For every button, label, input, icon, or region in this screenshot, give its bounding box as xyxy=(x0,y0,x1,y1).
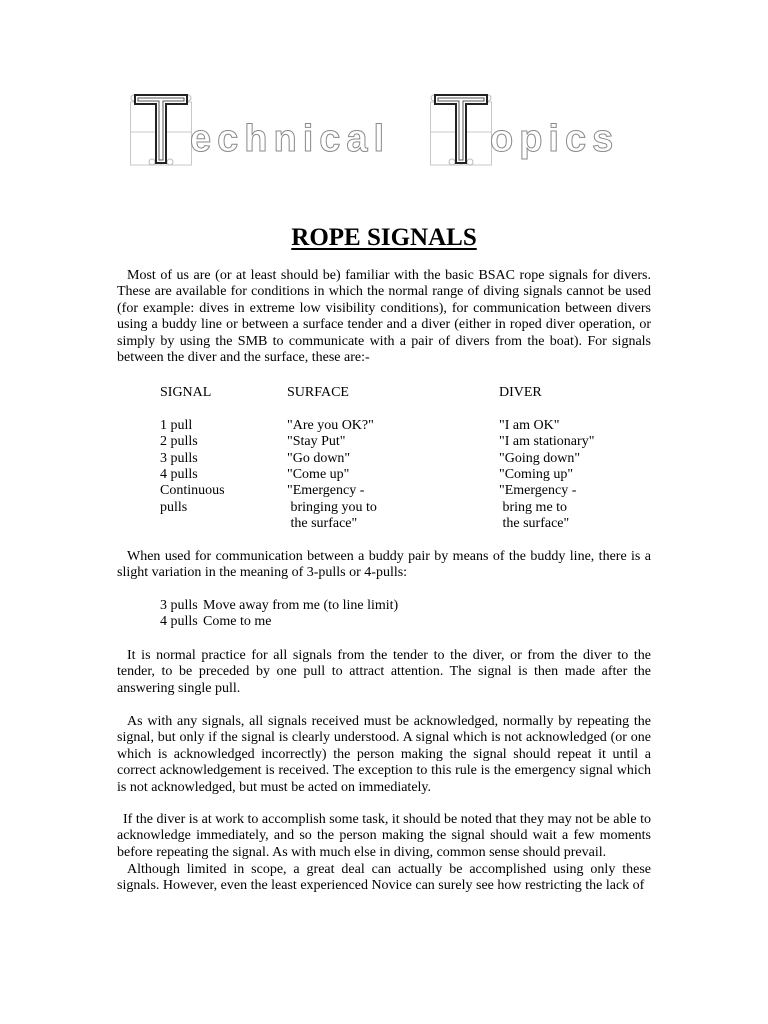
buddy-meaning: Move away from me (to line limit) xyxy=(203,598,399,613)
paragraph-intro: Most of us are (or at least should be) familiar with the basic BSAC rope signals for divers. These are available for conditions in which the normal range of diving signals cannot be used (for example: dives in extreme low visibility conditions), for communication between divers using a buddy line or between a surface tender and a diver (either in roped diver operation, or simply by using the SMB to communicate with a pair of divers from the boat). For signals between the diver and the surface, these are:- xyxy=(117,268,651,366)
signal-table-header xyxy=(160,385,630,401)
technical-topics-banner xyxy=(130,86,650,170)
decorative-t-glyph xyxy=(130,92,192,166)
table-row xyxy=(160,467,630,483)
cell-diver: "Coming up" xyxy=(499,466,574,482)
cell-signal: 3 pulls xyxy=(160,450,198,466)
paragraph-acknowledge: As with any signals, all signals received must be acknowledged, normally by repeating the signal, but only if the signal is clearly understood. A signal which is not acknowledged (or one which is acknowledged incorrectly) the person making the signal should repeat it until a correct acknowledgement is received. The exception to this rule is the emergency signal which is not acknowledged, but must be acted on immediately. xyxy=(117,714,651,795)
cell-diver: "Emergency - xyxy=(499,483,577,499)
header-diver: DIVER xyxy=(499,385,542,400)
cell-surface: "Emergency - xyxy=(287,483,365,499)
buddy-pulls: 4 pulls xyxy=(160,614,198,630)
cell-surface: the surface" xyxy=(287,516,358,532)
decorative-t-glyph xyxy=(430,92,492,166)
buddy-pulls: 3 pulls xyxy=(160,598,198,613)
paragraph-limited: Although limited in scope, a great deal can actually be accomplished using only these signals. However, even the least experienced Novice can surely see how restricting the lack of xyxy=(117,862,651,894)
cell-diver: "I am stationary" xyxy=(499,434,595,450)
paragraph-work: If the diver is at work to accomplish some task, it should be noted that they may not be able to acknowledge immediately, and so the person making the signal should wait a few moments before repeating the signal. As with much else in diving, common sense should prevail. xyxy=(117,812,651,860)
paragraph-buddy-intro: When used for communication between a buddy pair by means of the buddy line, there is a slight variation in the meaning of 3-pulls or 4-pulls: xyxy=(117,549,651,581)
buddy-meaning: Come to me xyxy=(203,614,272,630)
cell-signal: 1 pull xyxy=(160,417,193,433)
cell-diver: the surface" xyxy=(499,516,570,532)
cell-signal: 2 pulls xyxy=(160,434,198,450)
page-title: ROPE SIGNALS xyxy=(291,224,477,251)
cell-surface: bringing you to xyxy=(287,499,377,515)
table-row xyxy=(160,434,630,450)
table-row xyxy=(160,418,630,434)
cell-surface: "Go down" xyxy=(287,450,351,466)
header-signal: SIGNAL xyxy=(160,385,212,400)
header-surface: SURFACE xyxy=(287,385,349,400)
cell-signal: Continuous xyxy=(160,483,225,499)
table-row xyxy=(160,500,630,516)
table-row xyxy=(160,516,630,532)
cell-diver: bring me to xyxy=(499,499,568,515)
cell-surface: "Stay Put" xyxy=(287,434,346,450)
banner-initial-2 xyxy=(430,166,431,167)
cell-diver: "I am OK" xyxy=(499,417,560,433)
signal-table xyxy=(160,385,630,533)
cell-signal: 4 pulls xyxy=(160,466,198,482)
paragraph-practice: It is normal practice for all signals from the tender to the diver, or from the diver to the tender, to be preceded by one pull to attract attention. The signal is then made after the answering single pull. xyxy=(117,648,651,696)
cell-surface: "Come up" xyxy=(287,466,350,482)
banner-word-2-rest: opics xyxy=(490,118,620,160)
banner-word-1-rest: echnical xyxy=(190,118,391,160)
cell-signal: pulls xyxy=(160,499,188,515)
banner-initial-1 xyxy=(130,166,131,167)
table-row xyxy=(160,451,630,467)
cell-diver: "Going down" xyxy=(499,450,581,466)
table-row xyxy=(160,483,630,499)
cell-surface: "Are you OK?" xyxy=(287,417,374,433)
